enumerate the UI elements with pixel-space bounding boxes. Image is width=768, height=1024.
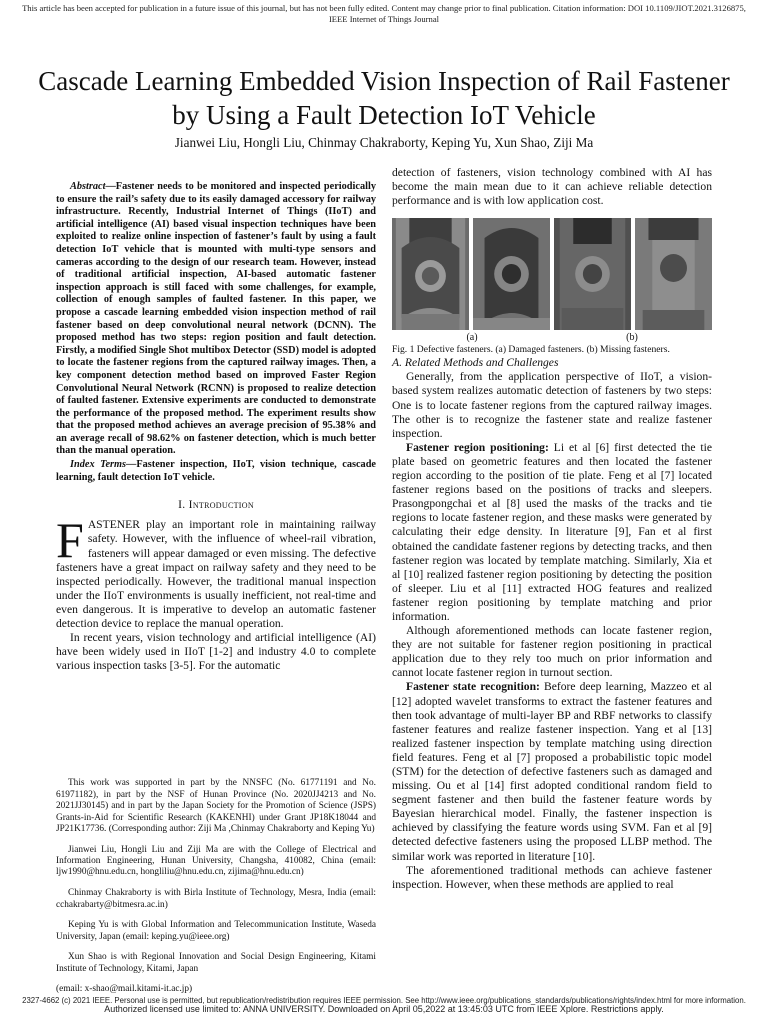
footnote-affiliation-4-email: (email: x-shao@mail.kitami-it.ac.jp) xyxy=(56,984,193,995)
footnote-affiliation-1: Jianwei Liu, Hongli Liu and Ziji Ma are with the College of Electrical and Information Engineering, Hunan University, Changsha, 410082, China (email: ljw1990@hnu.edu.cn, hongliliu@hnu.edu.cn, zijima@hnu.edu.cn) xyxy=(56,844,376,878)
abstract xyxy=(56,181,376,458)
right-paragraph-2-text: Li et al [6] first detected the tie plate based on geometric features and then located the fastener region according to the position of tie plate. Feng et al [7] located fastener regions based on the positions of tracks and sleepers. Prasongpongchai et al [8] used the masks of the tracks and tie regions to locate fastener region, and these masks were generated by calculating their edge density. In literature [9], Fan et al first obtained the candidate fastener regions by detecting tracks, and then fastener region was located by template matching. Similarly, Xia et al [10] realized fastener region positioning by detecting the position of sleeper. Liu et al [11] extracted HOG features and realized fastener region positioning by template matching and prior information. xyxy=(392,440,713,623)
damaged-fastener-image-2 xyxy=(473,218,550,330)
index-terms-text: —Fastener inspection, IIoT, vision technique, cascade learning, fault detection IoT vehicle. xyxy=(56,459,376,483)
footnotes xyxy=(56,769,376,1005)
right-column xyxy=(392,166,712,892)
copyright-notice: 2327-4662 (c) 2021 IEEE. Personal use is permitted, but republication/redistribution requires IEEE permission. See http://www.ieee.org/publications_standards/publications/rights/index.html for more information. xyxy=(22,996,746,1005)
missing-fastener-image-1 xyxy=(554,218,631,330)
paragraph-lead-region-positioning: Fastener region positioning: xyxy=(406,440,549,454)
right-paragraph-4 xyxy=(392,680,712,863)
damaged-fastener-image-1 xyxy=(392,218,469,330)
section-title: Introduction xyxy=(188,498,254,512)
index-terms-lead: Index Terms xyxy=(70,459,127,471)
right-paragraph-5: The aforementioned traditional methods can achieve fastener inspection. However, when these methods are applied to real xyxy=(392,863,712,891)
right-paragraph-0: detection of fasteners, vision technology combined with AI has become the main mean due to it can achieve reliable detection performance and is with low application cost. xyxy=(392,166,712,208)
author-list: Jianwei Liu, Hongli Liu, Chinmay Chakraborty, Keping Yu, Xun Shao, Ziji Ma xyxy=(174,135,594,150)
figure-label-a: (a) xyxy=(466,332,478,344)
figure-label-b: (b) xyxy=(626,332,638,344)
footnote-affiliation-4: Xun Shao is with Regional Innovation and Social Design Engineering, Kitami Institute of Technology, Kitami, Japan xyxy=(56,952,376,974)
left-column xyxy=(56,181,376,673)
subsection-heading: A. Related Methods and Challenges xyxy=(392,356,559,370)
journal-header-note: This article has been accepted for publication in a future issue of this journal, but has not been fully edited. Content may change prior to final publication. Citation information: DOI 10.1109/JIOT.2021.3126875, IEEE Internet of Things Journal xyxy=(22,3,746,24)
section-number: I. xyxy=(178,498,186,512)
footnote-affiliation-2: Chinmay Chakraborty is with Birla Institute of Technology, Mesra, India (email: cchakrabarty@bitmesra.ac.in) xyxy=(56,888,376,910)
paragraph-lead-state-recognition: Fastener state recognition: xyxy=(406,680,540,694)
abstract-text: —Fastener needs to be monitored and inspected periodically to ensure the rail’s safety due to its easily damaged accessory for railway infrastructure. Recently, Industrial Internet of Things (IIoT) and artificial intelligence (AI) based visual inspection techniques have been exploited to realize online inspection of fastener’s fault by using a fault detection IoT vehicle that is mounted with multi-type sensors and cameras according to the design of our research team. However, instead of traditional artificial inspection, AI-based automatic fastener inspection approach is still faced with some challenges, for example, collection of enough samples of faulted fastener. In this paper, we propose a cascade learning embedded vision inspection method of rail fastener based on deep convolutional neural network (DCNN). The proposed method has two steps: region position and fault detection. Firstly, a modified Single Shot multibox Detector (SSD) model is adopted to locate the fastener regions from the captured railway images. Then, a key component detection method based on improved Faster Region Convolutional Neural Network (RCNN) is proposed to realize detection of faulted fastener. Extensive experiments are conducted to demonstrate the performance of the proposed method. The experiment results show that the proposed method achieves an average precision of 95.38% and an average recall of 98.62% on fastener detection, which is much better than the manual operation. xyxy=(56,181,376,457)
intro-paragraph-1 xyxy=(56,512,376,631)
right-paragraph-2 xyxy=(392,441,712,624)
intro-paragraph-1-text: ASTENER play an important role in maintaining railway safety. However, with the influence of wheel-rail vibration, fasteners will appear damaged or even missing. The defective fasteners have a great impact on railway safety and they need to be inspected periodically. However, the traditional manual inspection under the IIoT environments is usually inefficient, not real-time and even dangerous. It is imperative to develop an automatic fastener detection device to replace the manual operation. xyxy=(56,518,376,630)
intro-paragraph-2: In recent years, vision technology and artificial intelligence (AI) have been widely used in IIoT [1-2] and industry 4.0 to complete various inspection tasks [3-5]. For the automatic xyxy=(56,631,376,673)
abstract-lead: Abstract xyxy=(70,181,106,192)
right-paragraph-4-text: Before deep learning, Mazzeo et al [12] adopted wavelet transforms to extract the fastener features and then took advantage of multi-layer BP and RBF networks to classify fastener features and realize fastener inspection. Yang et al [13] realized fastener inspection by template matching using direction field features. Feng et al [7] proposed a probabilistic topic model (STM) for the detection of defective fasteners such as damaged and missing. Ou et al [14] first adopted conditional random field to segment fastener and then build the fastener feature words by Bayesian hierarchical model. Finally, the fastener inspection is achieved by classifying the feature words using SVM. Fan et al [9] detected defective fasteners using the proposed LLBP method. The similar work was reported in literature [10]. xyxy=(392,680,712,863)
right-paragraph-1: Generally, from the application perspective of IIoT, a vision-based system realizes automatic detection of fasteners by two steps: One is to locate fastener regions from the captured railway images. The other is to recognize the fastener state and realize fastener inspection. xyxy=(392,370,712,440)
page-footer xyxy=(20,996,748,1014)
figure-1-caption: Fig. 1 Defective fasteners. (a) Damaged fasteners. (b) Missing fasteners. xyxy=(392,344,670,356)
missing-fastener-image-2 xyxy=(635,218,712,330)
figure-1-labels xyxy=(392,332,712,344)
index-terms xyxy=(56,459,376,484)
right-paragraph-3: Although aforementioned methods can locate fastener region, they are not suitable for fastener region positioning in practical application due to they rely too much on prior information and cannot locate fastener region in turnout section. xyxy=(392,624,712,680)
license-notice: Authorized licensed use limited to: ANNA UNIVERSITY. Downloaded on April 05,2022 at 13:45:03 UTC from IEEE Xplore. Restrictions apply. xyxy=(104,1004,664,1014)
footnote-affiliation-3: Keping Yu is with Global Information and Telecommunication Institute, Waseda University, Japan (email: keping.yu@ieee.org) xyxy=(56,920,376,942)
paper-title: Cascade Learning Embedded Vision Inspection of Rail Fastener by Using a Fault Detection IoT Vehicle xyxy=(38,66,730,130)
figure-1-images xyxy=(392,218,712,330)
footnote-funding: This work was supported in part by the NNSFC (No. 61771191 and No. 61971182), in part by the NSF of Hunan Province (No. 2020JJ4213 and No. 2021JJ30145) and in part by the Japan Society for the Promotion of Science (JSPS) Grants-in-Aid for Scientific Research (KAKENHI) under Grant JP18K18044 and JP21K17736. (Corresponding author: Ziji Ma ,Chinmay Chakraborty and Keping Yu) xyxy=(56,778,376,834)
section-heading-introduction xyxy=(56,498,376,512)
drop-cap: F xyxy=(56,512,84,569)
